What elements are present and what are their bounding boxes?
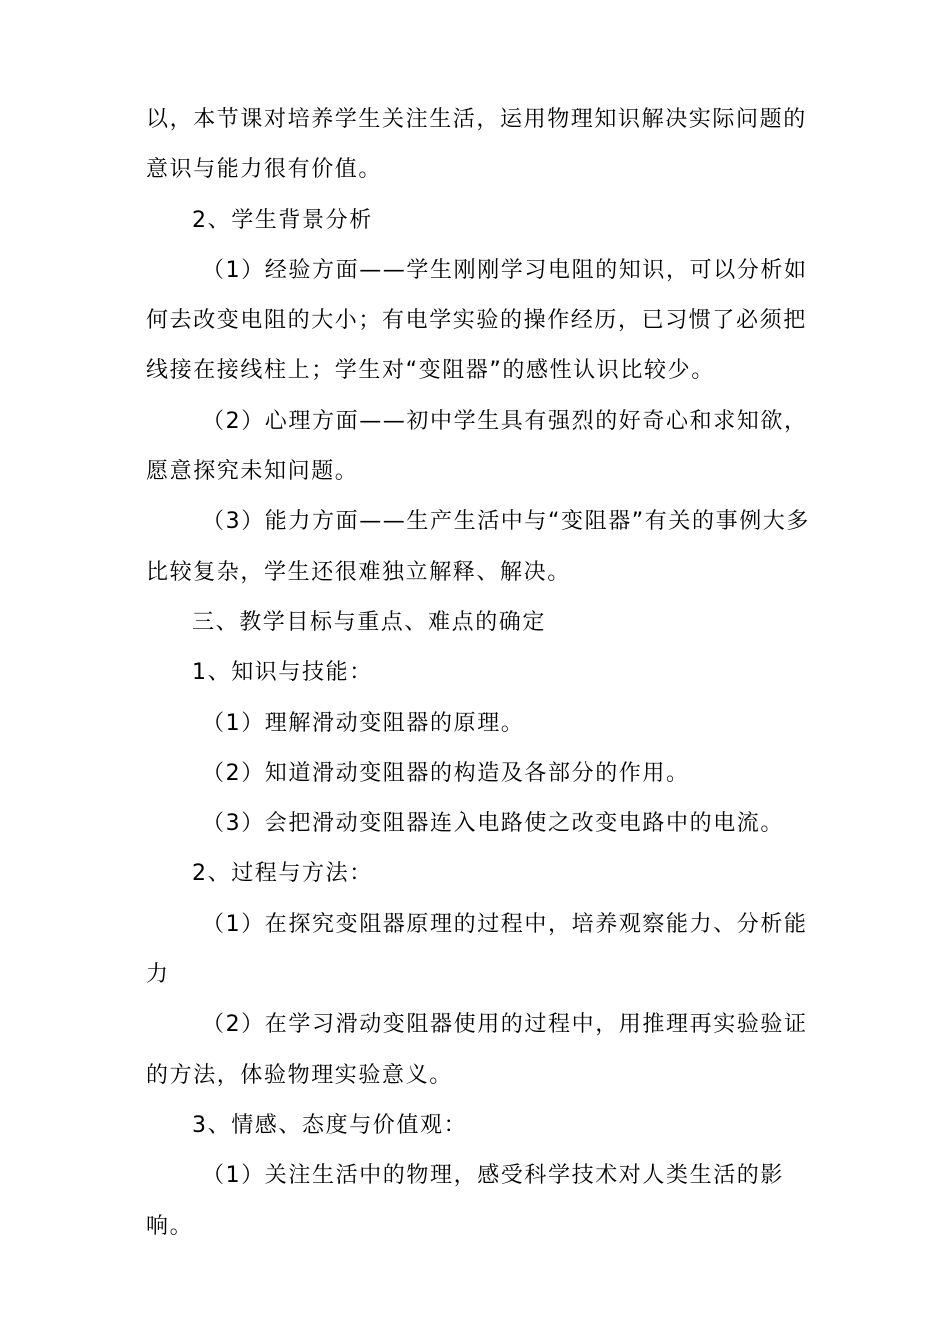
subheading-process-method: 2、过程与方法： <box>192 861 373 887</box>
document-body <box>146 95 810 1252</box>
subheading-emotion-attitude-values: 3、情感、态度与价值观： <box>192 1112 468 1138</box>
list-item-knowledge-3: （3）会把滑动变阻器连入电路使之改变电路中的电流。 <box>202 811 784 837</box>
subheading-knowledge-skills: 1、知识与技能： <box>192 660 373 686</box>
section-heading-student-background: 2、学生背景分析 <box>192 207 373 233</box>
list-item-emotion-1: （1）关注生活中的物理，感受科学技术对人类生活的影响。 <box>146 1163 784 1239</box>
list-item-process-2: （2）在学习滑动变阻器使用的过程中，用推理再实验验证的方法，体验物理实验意义。 <box>146 1012 808 1088</box>
list-item-knowledge-2: （2）知道滑动变阻器的构造及各部分的作用。 <box>202 760 690 786</box>
list-item-process-1: （1）在探究变阻器原理的过程中，培养观察能力、分析能力 <box>146 911 808 988</box>
paragraph-psychology: （2）心理方面——初中学生具有强烈的好奇心和求知欲，愿意探究未知问题。 <box>146 408 808 485</box>
paragraph-ability: （3）能力方面——生产生活中与“变阻器”有关的事例大多比较复杂，学生还很难独立解释、解决。 <box>146 509 810 585</box>
paragraph-experience: （1）经验方面——学生刚刚学习电阻的知识，可以分析如何去改变电阻的大小；有电学实验的操作经历，已习惯了必须把线接在接线柱上；学生对“变阻器”的感性认识比较少。 <box>146 257 808 384</box>
list-item-knowledge-1: （1）理解滑动变阻器的原理。 <box>202 710 525 736</box>
section-heading-teaching-objectives: 三、教学目标与重点、难点的确定 <box>192 609 547 635</box>
paragraph-continuation: 以，本节课对培养学生关注生活，运用物理知识解决实际问题的意识与能力很有价值。 <box>146 107 807 183</box>
